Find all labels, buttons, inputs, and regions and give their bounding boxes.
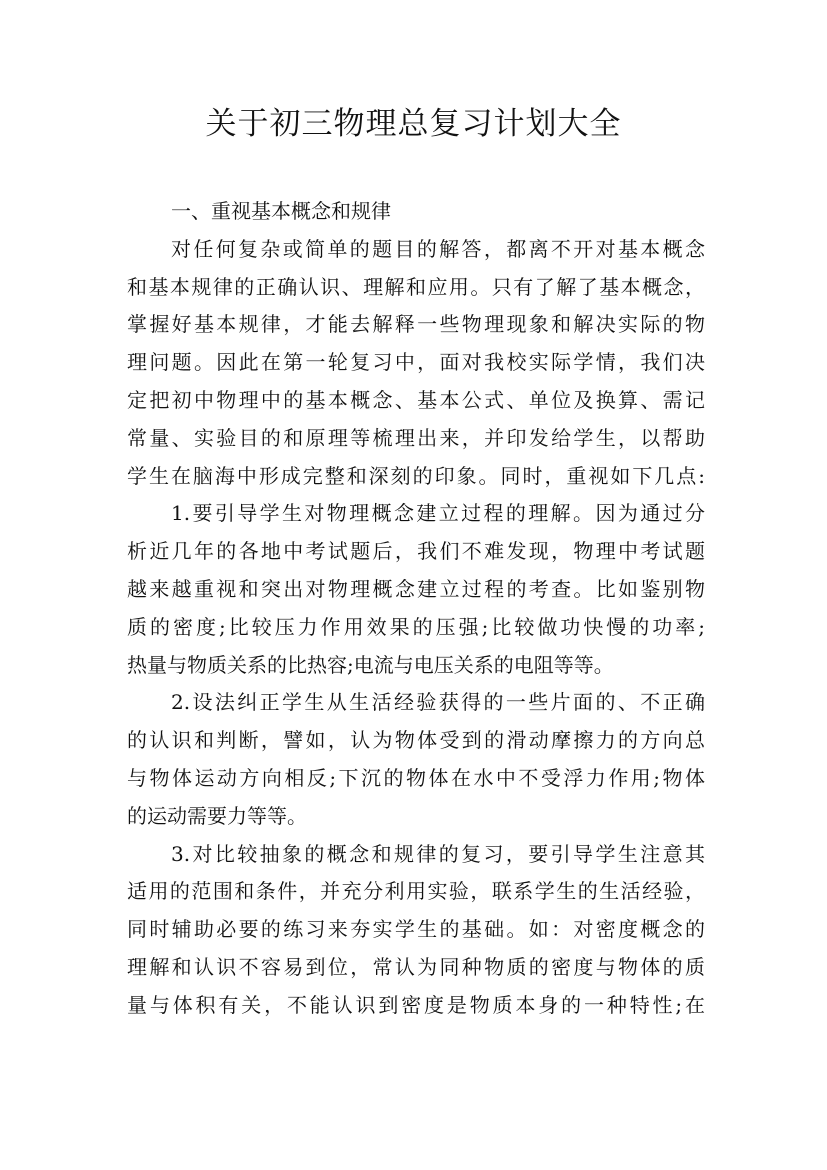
paragraph-line: 学生在脑海中形成完整和深刻的印象。同时，重视如下几点:: [127, 463, 705, 488]
document-body: [127, 193, 705, 1025]
document-title: 关于初三物理总复习计划大全: [205, 106, 622, 142]
paragraph-line: 和基本规律的正确认识、理解和应用。只有了解了基本概念，: [127, 274, 705, 299]
paragraph-line: 析近几年的各地中考试题后，我们不难发现，物理中考试题: [127, 539, 705, 564]
paragraph-line: 热量与物质关系的比热容;电流与电压关系的电阻等等。: [127, 652, 614, 677]
paragraph-line: 适用的范围和条件，并充分利用实验，联系学生的生活经验，: [127, 879, 705, 904]
paragraph-line: 越来越重视和突出对物理概念建立过程的考查。比如鉴别物: [127, 576, 705, 601]
section-heading: 一、重视基本概念和规律: [171, 199, 391, 223]
paragraph-line: 的认识和判断，譬如，认为物体受到的滑动摩擦力的方向总: [127, 728, 705, 753]
paragraph-line: 1.要引导学生对物理概念建立过程的理解。因为通过分: [171, 501, 705, 526]
paragraph-line: 定把初中物理中的基本概念、基本公式、单位及换算、需记: [127, 387, 705, 412]
paragraph-line: 的运动需要力等等。: [127, 803, 307, 828]
paragraph-line: 掌握好基本规律，才能去解释一些物理现象和解决实际的物: [127, 312, 705, 337]
paragraph-line: 3.对比较抽象的概念和规律的复习，要引导学生注意其: [171, 841, 705, 866]
paragraph-line: 2.设法纠正学生从生活经验获得的一些片面的、不正确: [171, 690, 705, 715]
paragraph-line: 量与体积有关，不能认识到密度是物质本身的一种特性;在: [127, 992, 705, 1017]
paragraph-line: 常量、实验目的和原理等梳理出来，并印发给学生，以帮助: [127, 425, 705, 450]
paragraph-line: 与物体运动方向相反;下沉的物体在水中不受浮力作用;物体: [127, 765, 705, 790]
paragraph-line: 理问题。因此在第一轮复习中，面对我校实际学情，我们决: [127, 350, 705, 375]
paragraph-line: 理解和认识不容易到位，常认为同种物质的密度与物体的质: [127, 954, 705, 979]
paragraph-line: 质的密度;比较压力作用效果的压强;比较做功快慢的功率;: [127, 614, 705, 639]
paragraph-line: 对任何复杂或简单的题目的解答，都离不开对基本概念: [171, 236, 705, 261]
paragraph-line: 同时辅助必要的练习来夯实学生的基础。如：对密度概念的: [127, 917, 705, 942]
